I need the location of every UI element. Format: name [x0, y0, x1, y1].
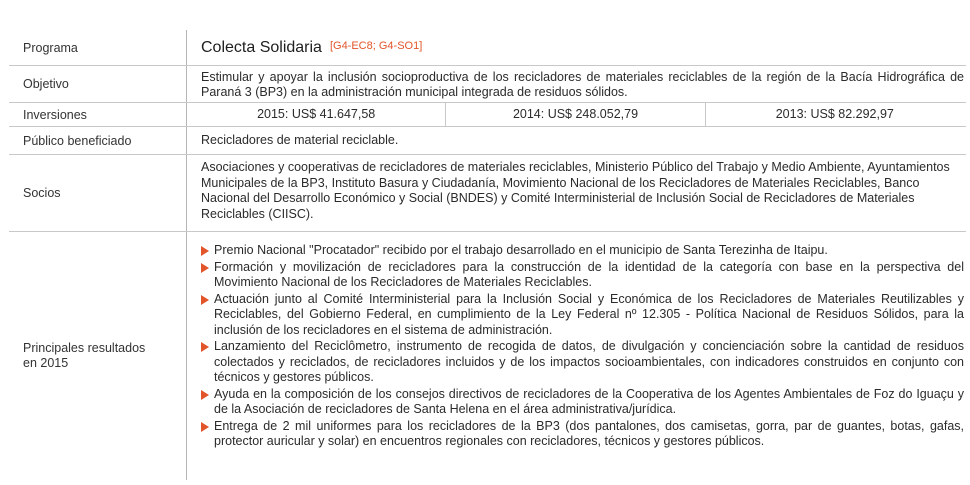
result-item-text: Premio Nacional "Procatador" recibido por el trabajo desarrollado en el municipio de Santa Terezinha de Itaipu.: [214, 243, 828, 257]
triangle-bullet-icon: [201, 246, 209, 256]
investments-value: [187, 103, 966, 126]
row-partners: [9, 155, 966, 232]
program-label: Programa: [9, 30, 187, 65]
row-investments: [9, 103, 966, 127]
beneficiaries-label: Público beneficiado: [9, 127, 187, 154]
program-value: [187, 30, 966, 65]
triangle-bullet-icon: [201, 390, 209, 400]
result-item: [201, 292, 964, 339]
triangle-bullet-icon: [201, 342, 209, 352]
investment-2015: 2015: US$ 41.647,58: [187, 103, 446, 126]
gri-codes: [G4-EC8; G4-SO1]: [329, 39, 423, 52]
triangle-bullet-icon: [201, 263, 209, 273]
results-value: [187, 232, 966, 480]
triangle-bullet-icon: [201, 295, 209, 305]
result-item-text: Actuación junto al Comité Interministerial para la Inclusión Social y Económica de los Recicladores de Materiales Reutilizables y Reciclables, del Gobierno Federal, en cumplimiento de la Ley Federal nº 12.305 - Política Nacional de Residuos Sólidos, para la inclusión de los recicladores en el sistema de administración.: [214, 291, 964, 337]
result-item: [201, 260, 964, 291]
objective-label: Objetivo: [9, 66, 187, 102]
program-title: Colecta Solidaria: [201, 38, 322, 56]
row-program: [9, 30, 966, 66]
program-sheet: [9, 30, 966, 480]
row-results: [9, 232, 966, 480]
result-item-text: Formación y movilización de recicladores para la construcción de la identidad de la categoría con base en la perspectiva del Movimiento Nacional de los Recicladores de Materiales Reciclables.: [214, 259, 964, 289]
row-objective: [9, 66, 966, 103]
result-item: [201, 339, 964, 386]
partners-value: [187, 155, 966, 231]
partners-text: Asociaciones y cooperativas de recicladores de materiales reciclables, Ministerio Público del Trabajo y Medio Ambiente, Ayuntamientos Municipales de la BP3, Instituto Basura y Ciudadanía, Movimiento Nacional de los Recicladores de Materiales Reciclables, Banco Nacional del Desarrollo Económico y Social (BNDES) y Comité Interministerial de Inclusión Social de Recicladores de Materiales Reciclables (CIISC).: [201, 160, 950, 221]
investments-label: Inversiones: [9, 103, 187, 126]
objective-text: Estimular y apoyar la inclusión socioproductiva de los recicladores de materiales reciclables de la región de la Bacía Hidrográfica de Paraná 3 (BP3) en la administración municipal integrada de residuos sólidos.: [201, 69, 964, 99]
result-item: [201, 243, 964, 259]
objective-value: [187, 66, 966, 102]
investments-cells: [187, 103, 964, 126]
row-beneficiaries: [9, 127, 966, 155]
triangle-bullet-icon: [201, 422, 209, 432]
result-item-text: Ayuda en la composición de los consejos directivos de recicladores de la Cooperativa de los Agentes Ambientales de Foz do Iguaçu y de la Asociación de recicladores de Santa Helena en el área administrativa/jurídica.: [214, 386, 964, 416]
results-label-line1: Principales resultados: [23, 341, 146, 355]
investment-2013: 2013: US$ 82.292,97: [775, 106, 894, 121]
investment-2014: 2014: US$ 248.052,79: [446, 103, 705, 126]
results-list: [201, 243, 964, 451]
partners-label: Socios: [9, 155, 187, 231]
result-item-text: Entrega de 2 mil uniformes para los recicladores de la BP3 (dos pantalones, dos camisetas, gorra, par de guantes, botas, gafas, protector auricular y solar) en encuentros regionales con recicladores, técnicos y gestores públicos.: [214, 418, 964, 448]
results-label-line2: en 2015: [23, 356, 69, 370]
results-label: [9, 232, 187, 480]
beneficiaries-value: Recicladores de material reciclable.: [201, 132, 399, 147]
result-item-text: Lanzamiento del Reciclômetro, instrumento de recogida de datos, de divulgación y concienciación sobre la cantidad de residuos colectados y reciclados, de recicladores incluidos y de los impactos socioambientales, con indicadores construidos en conjunto con técnicos y gestores públicos.: [214, 339, 964, 384]
result-item: [201, 419, 964, 450]
result-item: [201, 387, 964, 418]
